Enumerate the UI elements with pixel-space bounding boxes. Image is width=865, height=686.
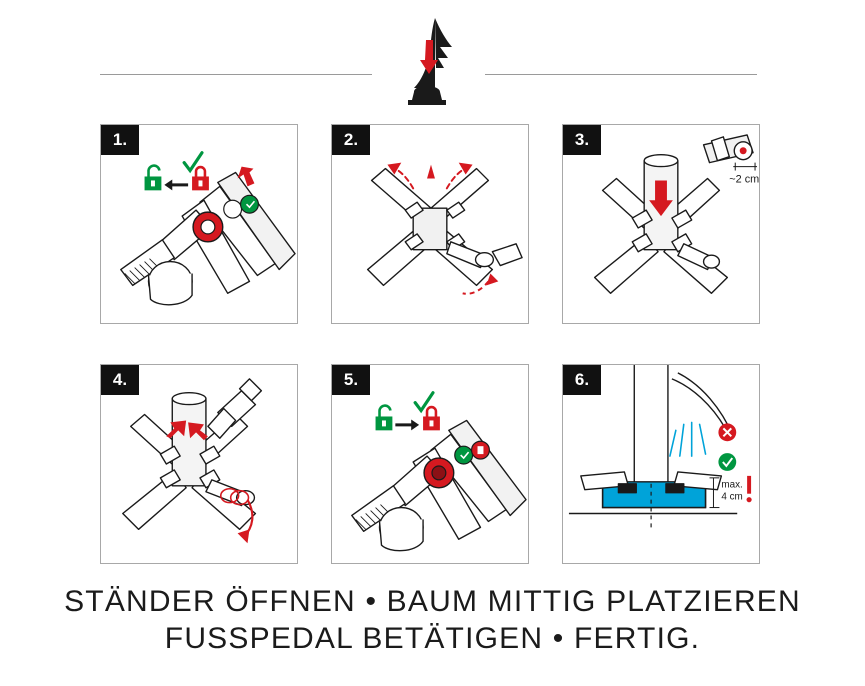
step-4-number: 4.: [101, 365, 139, 395]
step-6-check-icon: [718, 453, 736, 471]
step-3: [562, 124, 760, 324]
step-6-number: 6.: [563, 365, 601, 395]
caption: [0, 584, 865, 657]
step-6: [562, 364, 760, 564]
header-rule-left: [100, 74, 372, 75]
step-2: [331, 124, 529, 324]
step-1-lock-indicators: [145, 153, 209, 191]
step-1-number: 1.: [101, 125, 139, 155]
step-6-warning-icon: [747, 476, 752, 502]
step-1: [100, 124, 298, 324]
step-6-max-label-2: 4 cm: [721, 491, 743, 503]
caption-line-2: FUSSPEDAL BETÄTIGEN • FERTIG.: [164, 622, 701, 656]
step-3-measure-label: ~2 cm: [729, 173, 759, 186]
step-1-pedal: [193, 212, 223, 242]
step-5-number: 5.: [332, 365, 370, 395]
step-2-number: 2.: [332, 125, 370, 155]
step-6-cross-icon: [718, 423, 736, 441]
header: [0, 0, 865, 118]
step-5: [331, 364, 529, 564]
step-4: [100, 364, 298, 564]
christmas-tree-logo: [378, 14, 474, 110]
caption-line-1: STÄNDER ÖFFNEN • BAUM MITTIG PLATZIEREN: [64, 585, 801, 618]
step-3-number: 3.: [563, 125, 601, 155]
header-rule-right: [485, 74, 757, 75]
steps-grid: [100, 124, 760, 564]
step-5-pedal: [424, 458, 454, 488]
step-6-max-label-1: max.: [721, 479, 743, 491]
step-5-lock-indicators: [376, 393, 440, 431]
